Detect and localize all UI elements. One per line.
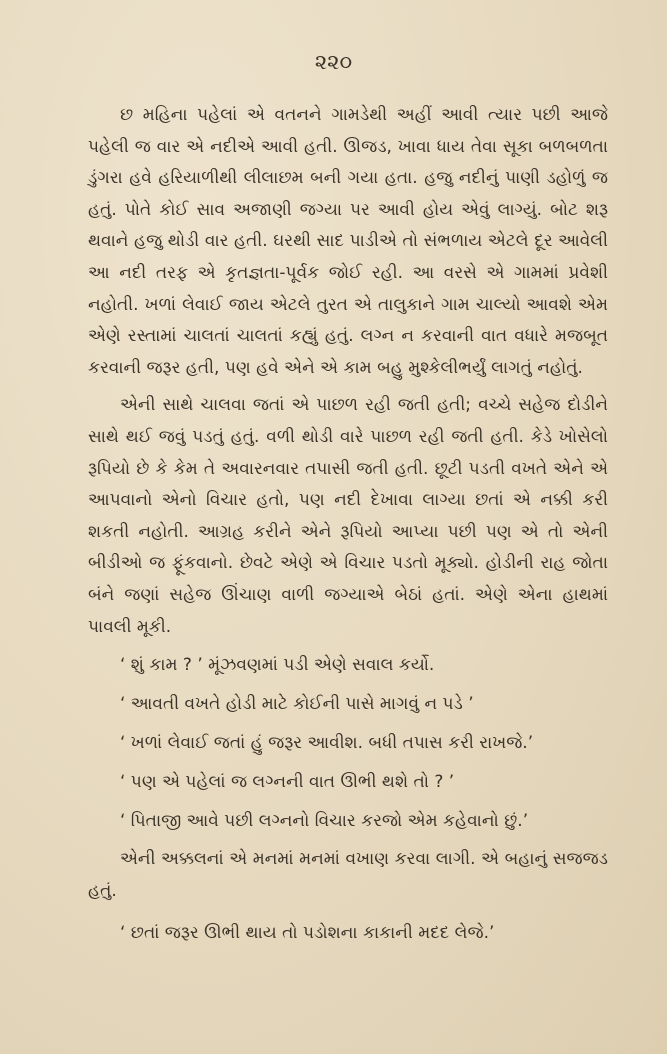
dialogue-line-2: ‘ આવતી વખતે હોડી માટે કોઈની પાસે માગવું ન પડે ’ [120,694,474,715]
page-number: ૨૨૦ [314,50,353,74]
final-line: ‘ છતાં જરૂર ઊભી થાય તો પડોશના કાકાની મદદ લેજે.’ [120,923,495,944]
dialogue-line-1: ‘ શું કામ ? ’ મૂંઝવણમાં પડી એણે સવાલ કર્યો. [120,655,435,676]
paragraph-2: એની સાથે ચાલવા જતાં એ પાછળ રહી જતી હતી; વચ્ચે સહેજ દોડીને સાથે થઈ જવું પડતું હતું. વળી થોડી વારે પાછળ રહી જતી હતી. કેડે ખોસેલો રૂપિયો છે કે કેમ તે અવારનવાર તપાસી જતી હતી. છૂટી પડતી વખતે એને એ આપવાનો એનો વિચાર હતો, પણ નદી દેખાવા લાગ્યા છતાં એ નક્કી કરી શકતી નહોતી. આગ્રહ કરીને એને રૂપિયો આપ્યા પછી પણ એ તો એની બીડીઓ જ ફૂંકવાનો. છેવટે એણે એ વિચાર પડતો મૂક્યો. હોડીની રાહ જોતા બંને જણાં સહેજ ઊંચાણ વાળી જગ્યાએ બેઠાં હતાં. એણે એના હાથમાં પાવલી મૂકી. [88,395,608,637]
body-text [88,100,608,956]
closing-paragraph: એની અક્કલનાં એ મનમાં મનમાં વખાણ કરવા લાગી. એ બહાનું સજજડ હતું. [88,849,608,901]
paragraph-1: છ મહિના પહેલાં એ વતનને ગામડેથી અહીં આવી ત્યાર પછી આજે પહેલી જ વાર એ નદીએ આવી હતી. ઊજડ, ખાવા ધાય તેવા સૂકા બળબળતા ડુંગરા હવે હરિયાળીથી લીલાછમ બની ગયા હતા. હજુ નદીનું પાણી ડહોળું જ હતું. પોતે કોઈ સાવ અજાણી જગ્યા પર આવી હોય એવું લાગ્યું. બોટ શરૂ થવાને હજુ થોડી વાર હતી. ઘરથી સાદ પાડીએ તો સંભળાય એટલે દૂર આવેલી આ નદી તરફ એ કૃતજ્ઞતા-પૂર્વક જોઈ રહી. આ વરસે એ ગામમાં પ્રવેશી નહોતી. ખળાં લેવાઈ જાય એટલે તુરત એ તાલુકાને ગામ ચાલ્યો આવશે એમ એણે રસ્તામાં ચાલતાં ચાલતાં કહ્યું હતું. લગ્ન ન કરવાની વાત વધારે મજબૂત કરવાની જરૂર હતી, પણ હવે એને એ કામ બહુ મુશ્કેલીભર્યું લાગતું નહોતું. [88,105,608,378]
dialogue-line-5: ‘ પિતાજી આવે પછી લગ્નનો વિચાર કરજો એમ કહેવાનો છું.’ [120,811,529,832]
dialogue-line-4: ‘ પણ એ પહેલાં જ લગ્નની વાત ઊભી થશે તો ? ’ [120,772,455,793]
dialogue-line-3: ‘ ખળાં લેવાઈ જતાં હું જરૂર આવીશ. બધી તપાસ કરી રાખજે.’ [120,733,534,754]
